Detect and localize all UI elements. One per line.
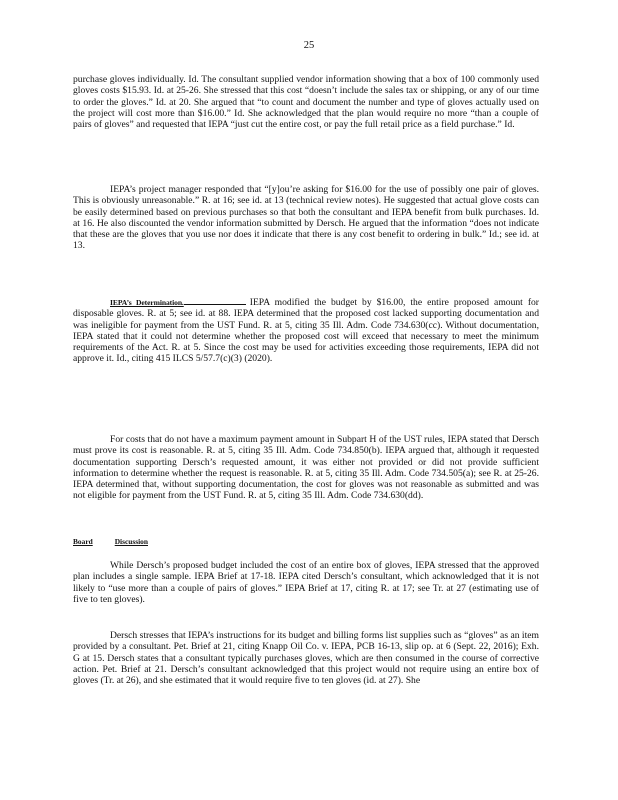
- section-heading-board-discussion: [73, 536, 148, 547]
- paragraph-text: IEPA modified the budget by $16.00, the entire proposed amount for disposable gloves. R. at 5; see id. at 88. IEPA determined that the proposed cost lacked supporting documentation and was ineligible for payment from the UST Fund. R. at 5, citing 35 Ill. Adm. Code 734.630(cc). Without documentation, IEPA stated that it could not determine whether the proposed cost will exceed that necessary to meet the minimum requirements of the Act. R. at 5. Since the cost may be used for activities exceeding those requirements, IEPA did not approve it. Id., citing 415 ILCS 5/57.7(c)(3) (2020).: [73, 297, 540, 365]
- paragraph-iepa-determination: [73, 297, 539, 365]
- paragraph-text: For costs that do not have a maximum payment amount in Subpart H of the UST rules, IEPA stated that Dersch must prove its cost is reasonable. R. at 5, citing 35 Ill. Adm. Code 734.850(b). IEPA argued that, although it requested documentation supporting Dersch’s requested amount, it was either not provided or did not provide sufficient information to determine whether the request is reasonable. R. at 5, citing 35 Ill. Adm. Code 734.505(a); see R. at 25-26. IEPA determined that, without supporting documentation, the cost for gloves was not reasonable as submitted and was not eligible for payment from the UST Fund. R. at 5, citing 35 Ill. Adm. Code 734.630(dd).: [73, 434, 539, 502]
- paragraph-project-manager: [73, 184, 539, 252]
- paragraph-dersch-stresses: [73, 630, 539, 686]
- paragraph-text: Dersch stresses that IEPA’s instructions for its budget and billing forms list supplies such as “gloves” as an item provided by a consultant. Pet. Brief at 21, citing Knapp Oil Co. v. IEPA, PCB 16-13, slip op. at 6 (Sept. 22, 2016); Exh. G at 15. Dersch states that a consultant typically purchases gloves, which are then consumed in the course of corrective action. Pet. Brief at 21. Dersch’s consultant acknowledged that this project would not require using an entire box of gloves (Tr. at 26), and she estimated that it would require five to ten gloves (id. at 27). She: [73, 630, 539, 687]
- section-heading-iepa-determination: IEPA’s Determination.: [110, 298, 184, 307]
- paragraph-text: IEPA’s project manager responded that “[y]ou’re asking for $16.00 for the use of possibly one pair of gloves. This is obviously unreasonable.” R. at 16; see id. at 13 (technical review notes). He suggested that actual glove costs can be easily determined based on previous purchases so that both the consultant and IEPA benefit from bulk purchases. Id. at 16. He also discounted the vendor information submitted by Dersch. He argued that the information “does not indicate that these are the gloves that you use nor does it indicate that there is any cost benefit to ordering in bulk.” Id.; see id. at 13.: [73, 184, 539, 252]
- heading-board: Board: [73, 537, 93, 546]
- page-number: 25: [303, 40, 315, 51]
- paragraph-reasonable-cost: [73, 434, 539, 502]
- paragraph-board-discussion: [73, 560, 539, 605]
- heading-underline: [184, 303, 246, 305]
- paragraph-consultant-costs: [73, 74, 539, 130]
- paragraph-text: While Dersch’s proposed budget included the cost of an entire box of gloves, IEPA stressed that the approved plan includes a single sample. IEPA Brief at 17-18. IEPA cited Dersch’s consultant, which acknowledged that it is not likely to “use more than a couple of pairs of gloves.” IEPA Brief at 17, citing R. at 17; see Tr. at 27 (estimating use of five to ten gloves).: [73, 560, 539, 605]
- paragraph-text: purchase gloves individually. Id. The consultant supplied vendor information showing that a box of 100 commonly used gloves costs $15.93. Id. at 25-26. She stressed that this cost “doesn’t include the sales tax or shipping, or any of our time to order the gloves.” Id. at 20. She argued that “to count and document the number and type of gloves actually used on the project will cost more than $16.00.” Id. She acknowledged that the plan would require no more “than a couple of pairs of gloves” and requested that IEPA “just cut the entire cost, or pay the full retail price as a field purchase.” Id.: [73, 74, 539, 131]
- heading-discussion: Discussion: [114, 537, 148, 546]
